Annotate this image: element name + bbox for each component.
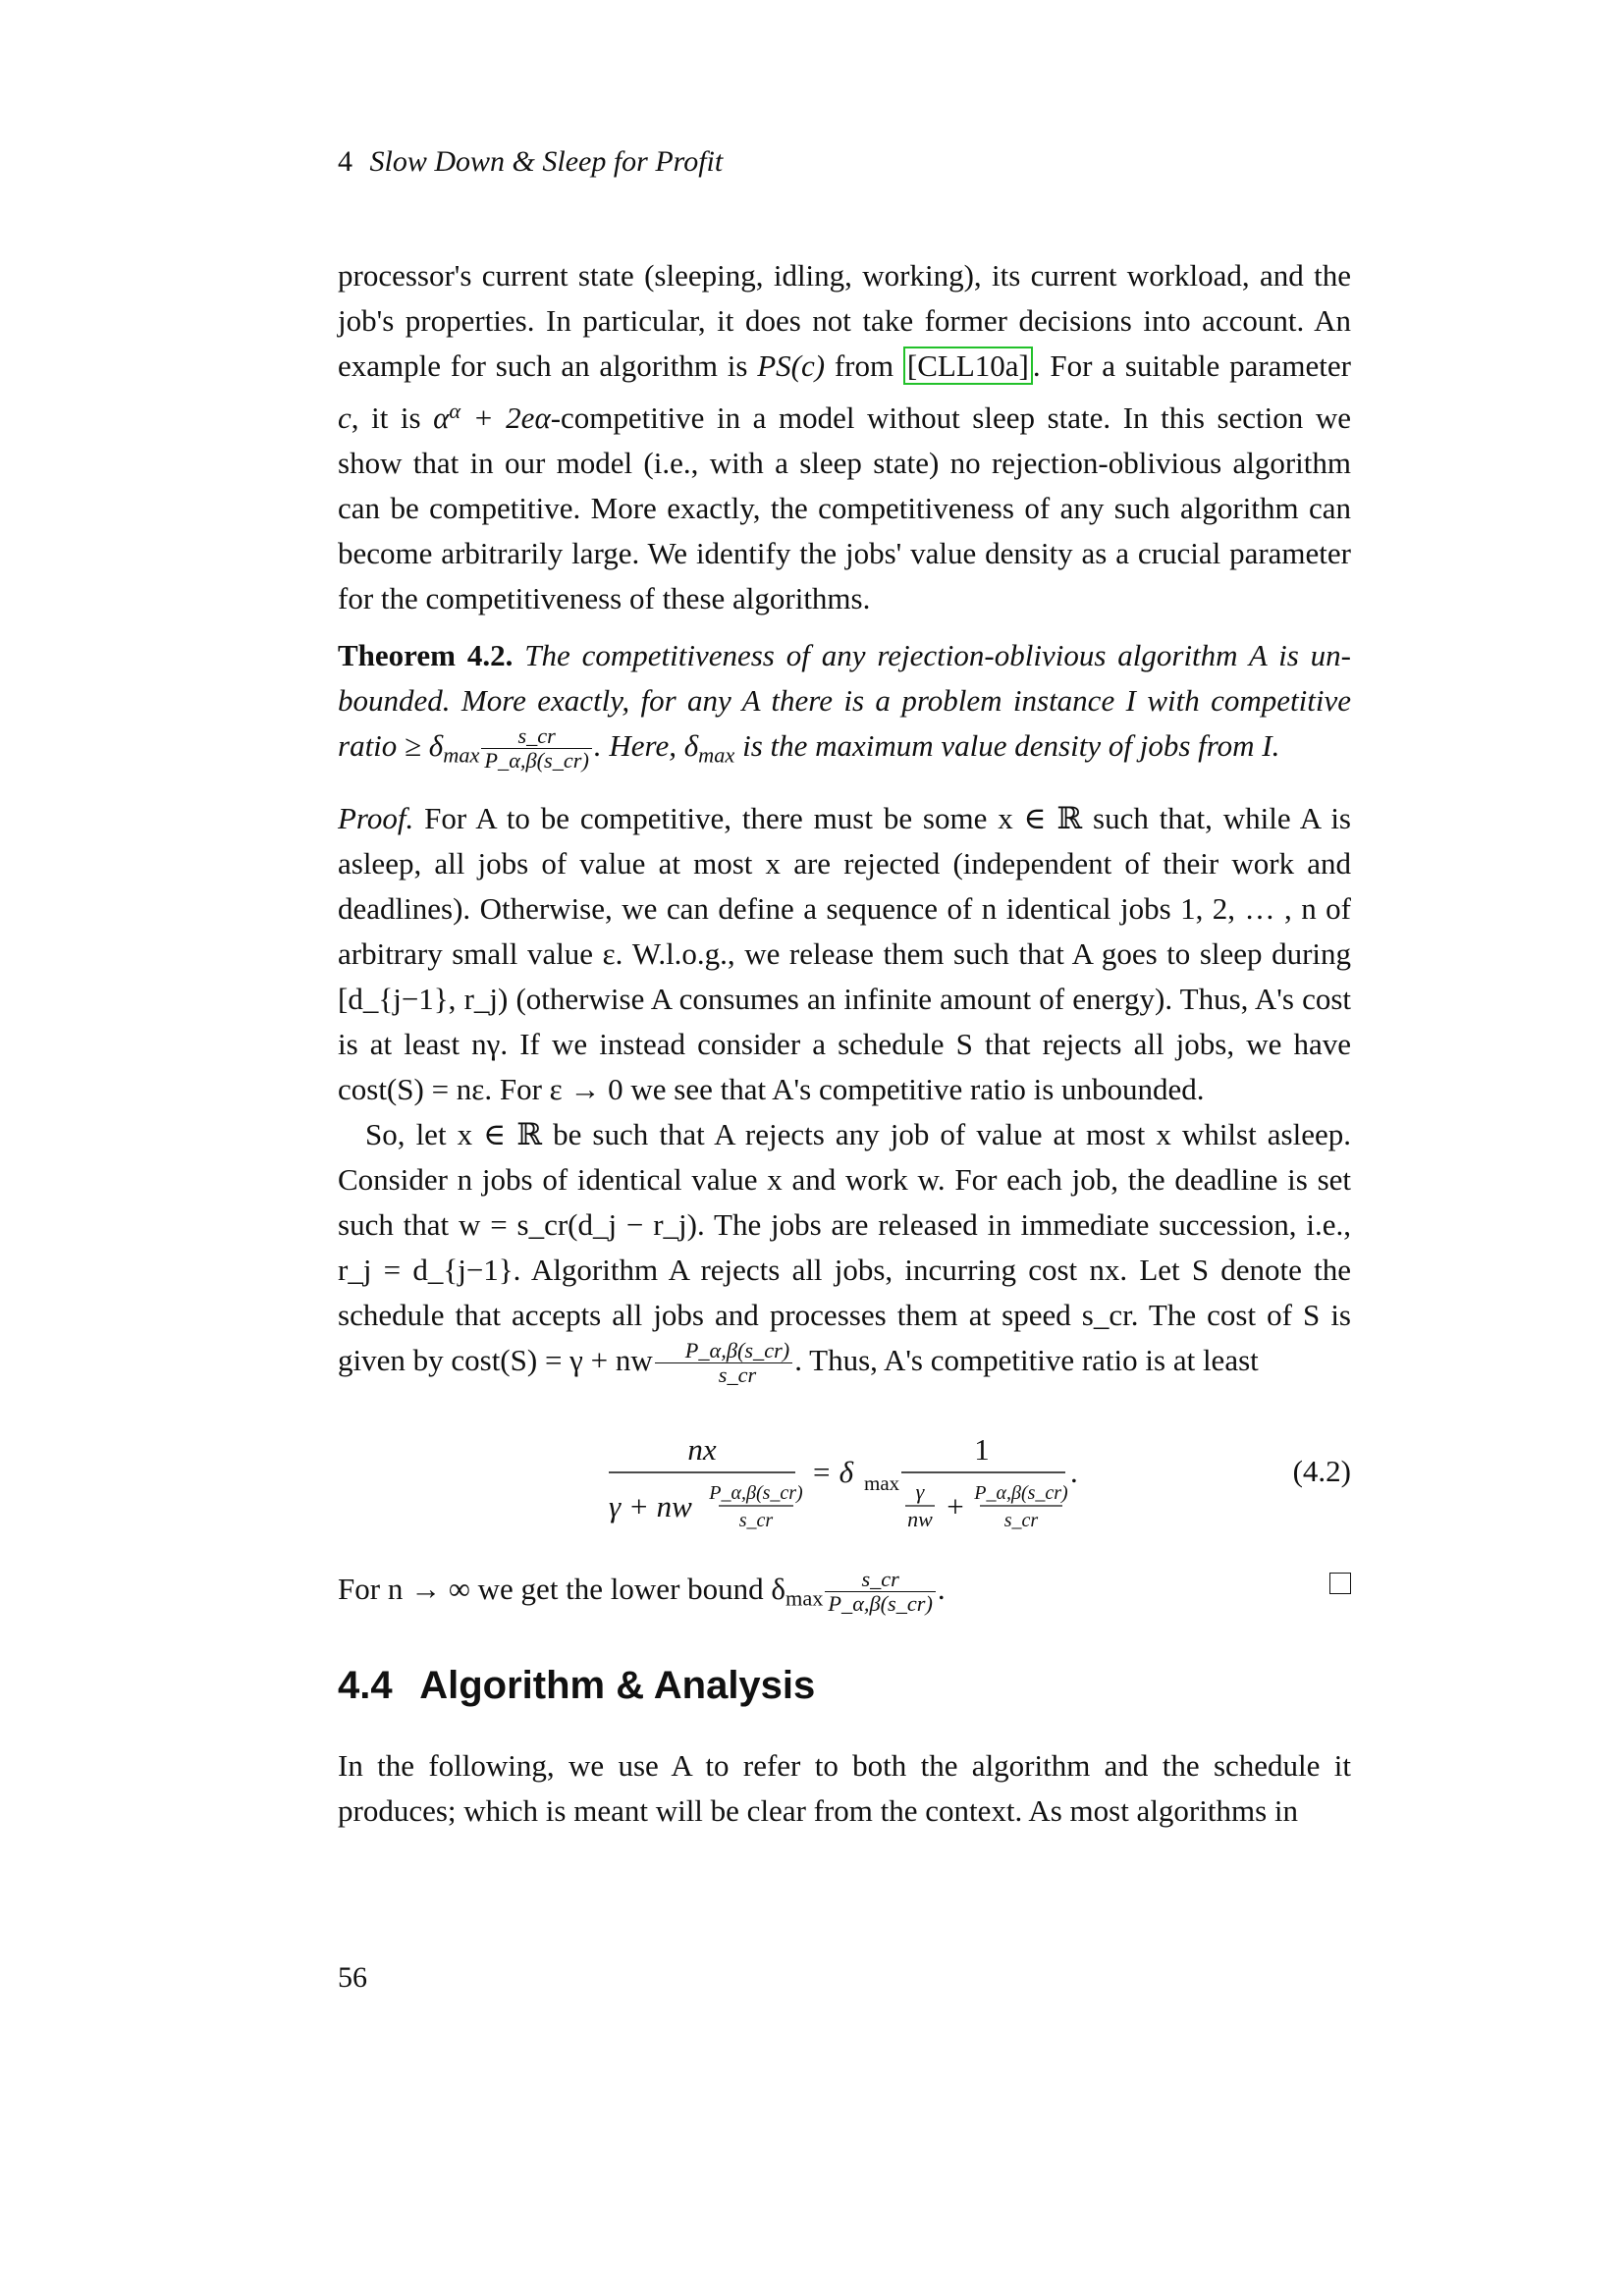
text-line: have cost(S) = nε. For ε → 0 we see that A's competitive ratio is unbounded. bbox=[338, 1027, 1351, 1106]
fraction-numerator: s_cr bbox=[825, 1568, 935, 1593]
text-line: parameter bbox=[1229, 348, 1351, 383]
section-title-text: Algorithm & Analysis bbox=[419, 1664, 816, 1707]
qed-box-icon bbox=[1329, 1573, 1351, 1594]
text-line: algorithm can become arbitrarily large. We identify the jobs' value density as bbox=[338, 491, 1352, 571]
theorem-body-2: bounded. More exactly, for any A there is a problem instance I with competitive ratio bbox=[338, 683, 1351, 763]
fraction-numerator: P_α,β(s_cr) bbox=[655, 1339, 792, 1364]
theorem-4-2 bbox=[338, 633, 1351, 778]
text-line: asleep, all jobs of value at most x are rejected (independent of their work and bbox=[338, 846, 1351, 881]
text-line: during [d_{j−1}, r_j) (otherwise A consumes an infinite amount of energy). Thus, bbox=[338, 936, 1351, 1016]
text-line: For A to be competitive, there must be some x ∈ ℝ such that, while A is bbox=[424, 801, 1352, 835]
delta-sub-max: max bbox=[864, 1471, 900, 1495]
text-line: . For a suitable bbox=[1032, 348, 1220, 383]
theorem-sub-max: max bbox=[443, 742, 480, 768]
running-head bbox=[338, 145, 723, 179]
text-line: schedule that accepts all jobs and processes them at speed s_cr. The cost of S is bbox=[338, 1298, 1351, 1332]
section-heading bbox=[338, 1664, 815, 1708]
chapter-title: Slow Down & Sleep for Profit bbox=[369, 145, 724, 178]
section-number: 4.4 bbox=[338, 1664, 393, 1707]
intro-paragraph bbox=[338, 253, 1351, 621]
math-plus-term: + 2eα bbox=[460, 400, 551, 436]
text-line: processor's current state (sleeping, idling, working), its current workload, and bbox=[338, 258, 1304, 293]
lhs-inner-numerator: P_α,β(s_cr) bbox=[709, 1482, 803, 1504]
fraction-denominator: P_α,β(s_cr) bbox=[484, 748, 589, 774]
rhs-f1-numerator: γ bbox=[915, 1479, 925, 1504]
text-line: produces; which is meant will be clear from the context. As most algorithms in bbox=[338, 1793, 1299, 1828]
equation-4-2 bbox=[589, 1428, 1351, 1546]
text-line: deadlines). Otherwise, we can define a sequence of n identical jobs 1, 2, … , n bbox=[338, 891, 1317, 926]
proof-label: Proof. bbox=[338, 801, 414, 835]
equation-period: . bbox=[1070, 1455, 1078, 1489]
math-alpha-sup: α bbox=[449, 399, 461, 423]
text-line: a crucial parameter for the competitiveness of these algorithms. bbox=[338, 536, 1351, 616]
theorem-fraction bbox=[481, 724, 591, 774]
cost-fraction bbox=[655, 1339, 792, 1388]
lhs-denominator: γ + nw bbox=[609, 1489, 692, 1523]
rhs-f2-denominator: s_cr bbox=[1003, 1510, 1039, 1531]
text-line: In the following, we use A to refer to both the algorithm and the schedule it bbox=[338, 1748, 1351, 1783]
rhs-plus: + bbox=[947, 1489, 964, 1523]
section-paragraph bbox=[338, 1743, 1351, 1834]
text-line: section we show that in our model (i.e., with a sleep state) no rejection-oblivious bbox=[338, 400, 1351, 481]
text-line: A's cost is at least nγ. If we instead consider a schedule S that rejects all jobs, we bbox=[338, 982, 1351, 1061]
rhs-numerator: 1 bbox=[974, 1432, 990, 1467]
fraction-denominator: P_α,β(s_cr) bbox=[828, 1591, 933, 1617]
page-number: 56 bbox=[338, 1961, 367, 1994]
text-line: . Thus, A's competitive ratio is at least bbox=[794, 1343, 1259, 1377]
theorem-geq: ≥ δ bbox=[405, 728, 444, 763]
equation-svg bbox=[589, 1428, 1139, 1546]
citation-link[interactable]: [CLL10a] bbox=[903, 347, 1033, 385]
equation-number: (4.2) bbox=[1292, 1454, 1351, 1488]
proof-paragraph-2 bbox=[338, 1112, 1351, 1388]
text-line: For n → ∞ we get the lower bound δ bbox=[338, 1572, 785, 1606]
conclusion-fraction bbox=[825, 1568, 935, 1617]
text-line: set such that w = s_cr(d_j − r_j). The jobs are released in immediate succession, bbox=[338, 1162, 1351, 1242]
theorem-body-3-sub: max bbox=[698, 742, 735, 768]
theorem-label: Theorem 4.2. bbox=[338, 638, 514, 672]
lhs-numerator: nx bbox=[687, 1432, 717, 1467]
text-line: Consider n jobs of identical value x and work w. For each job, the deadline is bbox=[338, 1162, 1308, 1197]
text-line: of arbitrary small value ε. W.l.o.g., we release them such that A goes to sleep bbox=[338, 891, 1351, 971]
equals-delta: = δ bbox=[811, 1455, 854, 1489]
text-line: So, let x ∈ ℝ be such that A rejects any job of value at most x whilst asleep. bbox=[365, 1117, 1351, 1151]
chapter-number: 4 bbox=[338, 145, 352, 178]
text-line: i.e., r_j = d_{j−1}. Algorithm A rejects all jobs, incurring cost nx. Let S denote the bbox=[338, 1207, 1352, 1287]
text-line: given by cost(S) = γ + nw bbox=[338, 1343, 653, 1377]
rhs-f1-denominator: nw bbox=[907, 1507, 933, 1531]
math-alpha: α bbox=[433, 400, 450, 436]
text-line: the job's properties. In particular, it does not take former decisions into account. bbox=[338, 258, 1351, 338]
theorem-body-3: . Here, δ bbox=[593, 728, 699, 763]
text-line: algorithm can be competitive. More exactly, the competitiveness of any such bbox=[338, 446, 1352, 526]
proof-paragraph-1 bbox=[338, 796, 1351, 1112]
text-line: An example for such an algorithm is bbox=[338, 303, 1351, 383]
text-line: from bbox=[825, 348, 903, 383]
theorem-body-3-rest: is the maximum value density of jobs from I. bbox=[734, 728, 1280, 763]
theorem-body-1: The competitiveness of any rejection-oblivious algorithm A is un- bbox=[524, 638, 1352, 672]
math-c: c bbox=[338, 400, 352, 436]
fraction-numerator: s_cr bbox=[481, 724, 591, 750]
rhs-f2-numerator: P_α,β(s_cr) bbox=[974, 1482, 1068, 1504]
proof-conclusion bbox=[338, 1567, 1351, 1622]
math-ps-c: PS(c) bbox=[757, 348, 826, 383]
text-line: -competitive in a model without sleep state. In this bbox=[550, 400, 1205, 436]
conclusion-sub-max: max bbox=[785, 1585, 824, 1611]
fraction-denominator: s_cr bbox=[718, 1362, 757, 1388]
text-line: , it is bbox=[351, 400, 434, 436]
conclusion-period: . bbox=[937, 1572, 946, 1606]
lhs-inner-denominator: s_cr bbox=[738, 1510, 774, 1531]
